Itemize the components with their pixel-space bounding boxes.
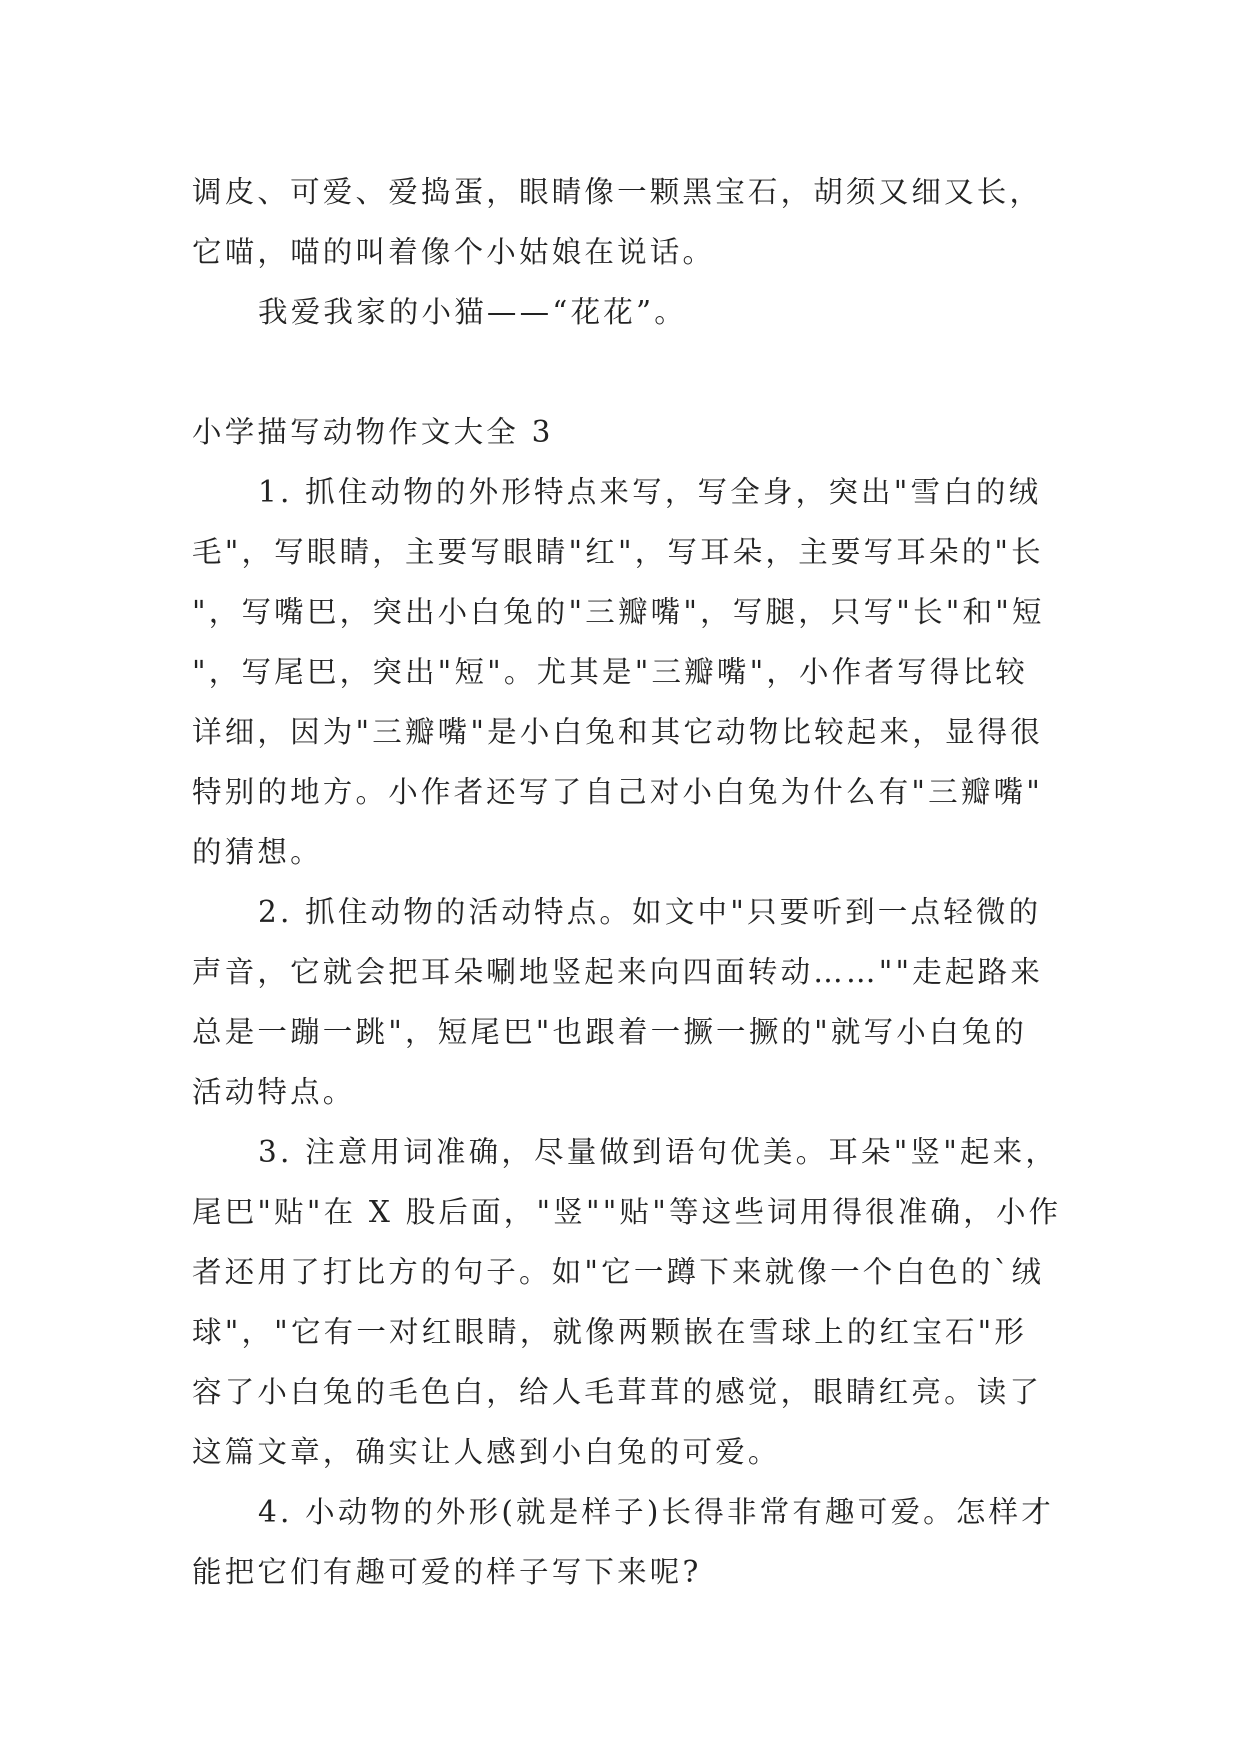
point-paragraph-4 (192, 1482, 1072, 1602)
point-paragraph-2 (192, 882, 1072, 1122)
point-2-line-3: 总是一蹦一跳"，短尾巴"也跟着一撅一撅的"就写小白兔的 (192, 1015, 1028, 1049)
intro-line-1: 调皮、可爱、爱捣蛋，眼睛像一颗黑宝石，胡须又细又长， (192, 175, 1043, 209)
point-4-line-2: 能把它们有趣可爱的样子写下来呢? (192, 1555, 702, 1589)
point-3-line-1: 3. 注意用词准确，尽量做到语句优美。耳朵"竖"起来， (258, 1135, 1059, 1169)
point-3-line-6: 这篇文章，确实让人感到小白兔的可爱。 (192, 1435, 781, 1469)
point-1-line-3: "，写嘴巴，突出小白兔的"三瓣嘴"，写腿，只写"长"和"短 (192, 595, 1045, 629)
section-title: 小学描写动物作文大全 3 (192, 415, 554, 449)
closing-line: 我爱我家的小猫——“花花”。 (258, 295, 687, 329)
point-paragraph-1 (192, 462, 1072, 882)
point-3-line-3: 者还用了打比方的句子。如"它一蹲下来就像一个白色的`绒 (192, 1255, 1045, 1289)
point-3-line-2: 尾巴"贴"在 X 股后面，"竖""贴"等这些词用得很准确，小作 (192, 1195, 1062, 1229)
point-3-line-4: 球"，"它有一对红眼睛，就像两颗嵌在雪球上的红宝石"形 (192, 1315, 1028, 1349)
point-2-line-1: 2. 抓住动物的活动特点。如文中"只要听到一点轻微的 (258, 895, 1042, 929)
point-1-line-2: 毛"，写眼睛，主要写眼睛"红"，写耳朵，主要写耳朵的"长 (192, 535, 1044, 569)
paragraph-gap (192, 342, 1072, 402)
point-4-line-1: 4. 小动物的外形(就是样子)长得非常有趣可爱。怎样才 (258, 1495, 1054, 1529)
point-3-line-5: 容了小白兔的毛色白，给人毛茸茸的感觉，眼睛红亮。读了 (192, 1375, 1043, 1409)
point-2-line-2: 声音，它就会把耳朵唰地竖起来向四面转动……""走起路来 (192, 955, 1044, 989)
point-2-line-4: 活动特点。 (192, 1075, 356, 1109)
point-paragraph-3 (192, 1122, 1072, 1482)
point-1-line-6: 特别的地方。小作者还写了自己对小白兔为什么有"三瓣嘴" (192, 775, 1044, 809)
point-1-line-4: "，写尾巴，突出"短"。尤其是"三瓣嘴"，小作者写得比较 (192, 655, 1028, 689)
closing-paragraph (192, 282, 1072, 342)
point-1-line-7: 的猜想。 (192, 835, 323, 869)
document-body (192, 162, 1072, 1602)
intro-line-2: 它喵，喵的叫着像个小姑娘在说话。 (192, 235, 716, 269)
intro-paragraph (192, 162, 1072, 282)
point-1-line-1: 1. 抓住动物的外形特点来写，写全身，突出"雪白的绒 (258, 475, 1042, 509)
point-1-line-5: 详细，因为"三瓣嘴"是小白兔和其它动物比较起来，显得很 (192, 715, 1044, 749)
